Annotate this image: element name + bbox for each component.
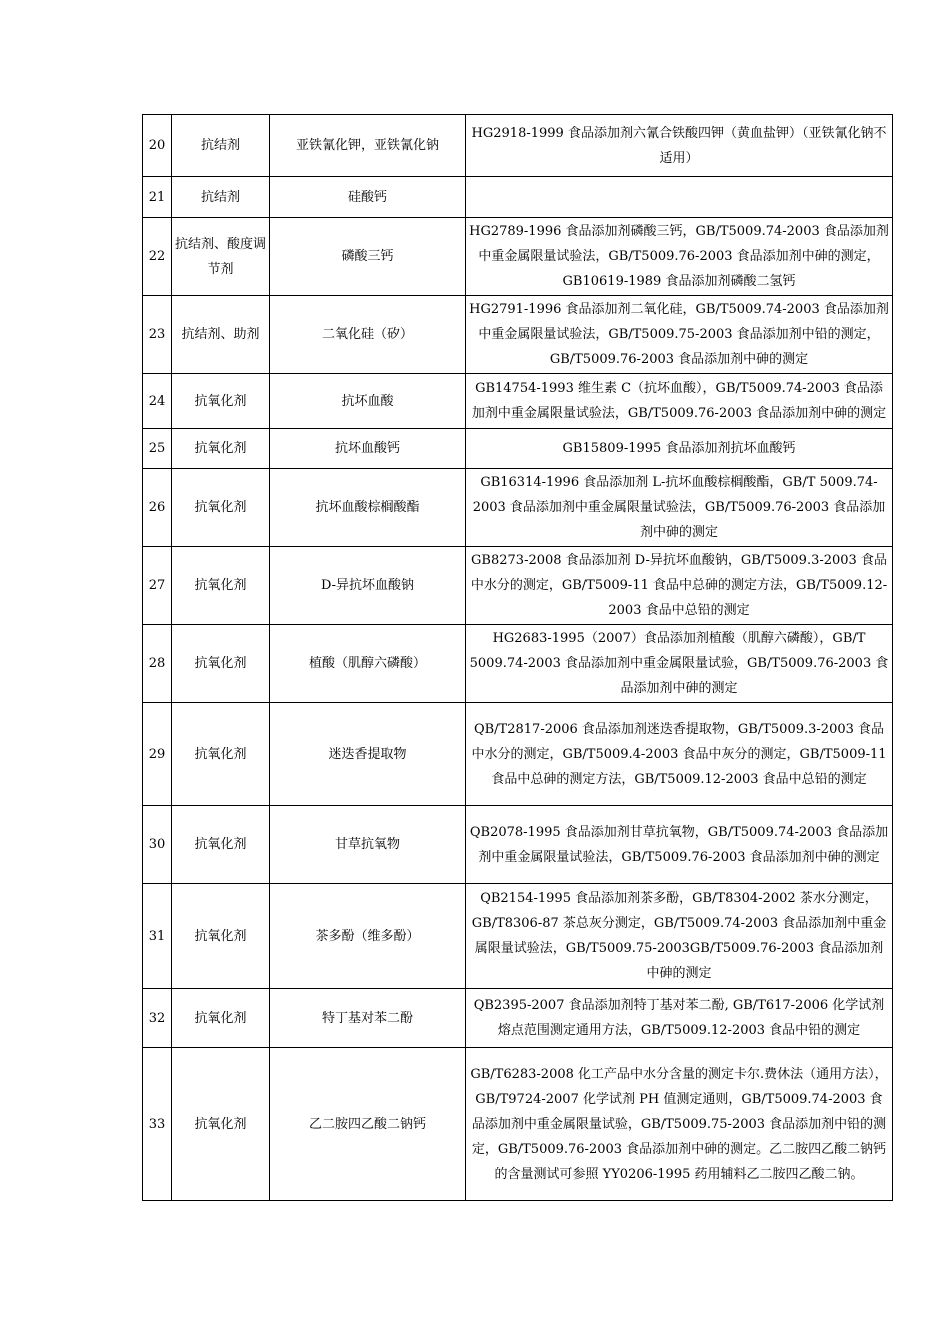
row-number: 24 — [143, 374, 172, 429]
additive-name: 抗坏血酸棕榈酸酯 — [270, 469, 466, 547]
additive-name: 亚铁氰化钾，亚铁氰化钠 — [270, 115, 466, 177]
additive-name: 特丁基对苯二酚 — [270, 989, 466, 1048]
additive-name: 二氧化硅（矽） — [270, 296, 466, 374]
table-row — [143, 547, 893, 625]
additive-category: 抗氧化剂 — [172, 625, 270, 703]
additive-name: 抗坏血酸 — [270, 374, 466, 429]
standard-reference: GB16314-1996 食品添加剂 L-抗坏血酸棕榈酸酯，GB/T 5009.74-2003 食品添加剂中重金属限量试验法，GB/T5009.76-2003 食品添加剂中砷的测定 — [466, 469, 893, 547]
additive-category: 抗氧化剂 — [172, 429, 270, 469]
additive-category: 抗氧化剂 — [172, 884, 270, 989]
table-row — [143, 296, 893, 374]
row-number: 25 — [143, 429, 172, 469]
standard-reference: QB2154-1995 食品添加剂茶多酚，GB/T8304-2002 茶水分测定，GB/T8306-87 茶总灰分测定，GB/T5009.74-2003 食品添加剂中重金属限量试验法，GB/T5009.75-2003GB/T5009.76-2003 食品添加剂中砷的测定 — [466, 884, 893, 989]
table-row — [143, 429, 893, 469]
additive-name: 硅酸钙 — [270, 177, 466, 218]
additive-name: 植酸（肌醇六磷酸） — [270, 625, 466, 703]
standard-reference: HG2791-1996 食品添加剂二氧化硅，GB/T5009.74-2003 食品添加剂中重金属限量试验法，GB/T5009.75-2003 食品添加剂中铅的测定，GB/T5009.76-2003 食品添加剂中砷的测定 — [466, 296, 893, 374]
additive-name: 迷迭香提取物 — [270, 703, 466, 806]
table-row — [143, 218, 893, 296]
table-row — [143, 989, 893, 1048]
standard-reference: HG2789-1996 食品添加剂磷酸三钙，GB/T5009.74-2003 食品添加剂中重金属限量试验法，GB/T5009.76-2003 食品添加剂中砷的测定，GB10619-1989 食品添加剂磷酸二氢钙 — [466, 218, 893, 296]
table-row — [143, 374, 893, 429]
standards-table — [142, 114, 893, 1201]
row-number: 21 — [143, 177, 172, 218]
table-row — [143, 115, 893, 177]
additive-name: 乙二胺四乙酸二钠钙 — [270, 1048, 466, 1201]
additive-name: 磷酸三钙 — [270, 218, 466, 296]
table-row — [143, 884, 893, 989]
additive-category: 抗氧化剂 — [172, 806, 270, 884]
table-row — [143, 1048, 893, 1201]
standard-reference: GB/T6283-2008 化工产品中水分含量的测定卡尔.费休法（通用方法），GB/T9724-2007 化学试剂 PH 值测定通则，GB/T5009.74-2003 食品添加剂中重金属限量试验，GB/T5009.75-2003 食品添加剂中铅的测定，GB/T5009.76-2003 食品添加剂中砷的测定。乙二胺四乙酸二钠钙的含量测试可参照 YY0206-1995 药用辅料乙二胺四乙酸二钠。 — [466, 1048, 893, 1201]
additive-category: 抗氧化剂 — [172, 1048, 270, 1201]
additive-category: 抗结剂、酸度调节剂 — [172, 218, 270, 296]
standard-reference: QB2078-1995 食品添加剂甘草抗氧物，GB/T5009.74-2003 食品添加剂中重金属限量试验法，GB/T5009.76-2003 食品添加剂中砷的测定 — [466, 806, 893, 884]
additive-name: 甘草抗氧物 — [270, 806, 466, 884]
additive-category: 抗结剂 — [172, 115, 270, 177]
row-number: 32 — [143, 989, 172, 1048]
standard-reference: GB15809-1995 食品添加剂抗坏血酸钙 — [466, 429, 893, 469]
table-row — [143, 177, 893, 218]
row-number: 26 — [143, 469, 172, 547]
standard-reference: HG2683-1995（2007）食品添加剂植酸（肌醇六磷酸），GB/T 5009.74-2003 食品添加剂中重金属限量试验，GB/T5009.76-2003 食品添加剂中砷的测定 — [466, 625, 893, 703]
row-number: 20 — [143, 115, 172, 177]
additive-category: 抗结剂、助剂 — [172, 296, 270, 374]
row-number: 23 — [143, 296, 172, 374]
standard-reference: HG2918-1999 食品添加剂六氰合铁酸四钾（黄血盐钾）（亚铁氰化钠不适用） — [466, 115, 893, 177]
additive-category: 抗结剂 — [172, 177, 270, 218]
row-number: 28 — [143, 625, 172, 703]
additive-name: D-异抗坏血酸钠 — [270, 547, 466, 625]
row-number: 22 — [143, 218, 172, 296]
standard-reference: QB/T2817-2006 食品添加剂迷迭香提取物，GB/T5009.3-2003 食品中水分的测定，GB/T5009.4-2003 食品中灰分的测定，GB/T5009-11 食品中总砷的测定方法，GB/T5009.12-2003 食品中总铅的测定 — [466, 703, 893, 806]
standard-reference: GB14754-1993 维生素 C（抗坏血酸），GB/T5009.74-2003 食品添加剂中重金属限量试验法，GB/T5009.76-2003 食品添加剂中砷的测定 — [466, 374, 893, 429]
additive-category: 抗氧化剂 — [172, 374, 270, 429]
additive-category: 抗氧化剂 — [172, 547, 270, 625]
additive-category: 抗氧化剂 — [172, 989, 270, 1048]
row-number: 27 — [143, 547, 172, 625]
row-number: 29 — [143, 703, 172, 806]
standard-reference: QB2395-2007 食品添加剂特丁基对苯二酚, GB/T617-2006 化学试剂熔点范围测定通用方法，GB/T5009.12-2003 食品中铅的测定 — [466, 989, 893, 1048]
row-number: 31 — [143, 884, 172, 989]
row-number: 30 — [143, 806, 172, 884]
table-row — [143, 703, 893, 806]
table-row — [143, 806, 893, 884]
additive-category: 抗氧化剂 — [172, 469, 270, 547]
row-number: 33 — [143, 1048, 172, 1201]
additive-name: 抗坏血酸钙 — [270, 429, 466, 469]
additive-name: 茶多酚（维多酚） — [270, 884, 466, 989]
standards-table-body — [143, 115, 893, 1201]
table-row — [143, 469, 893, 547]
standard-reference — [466, 177, 893, 218]
additive-category: 抗氧化剂 — [172, 703, 270, 806]
table-row — [143, 625, 893, 703]
standard-reference: GB8273-2008 食品添加剂 D-异抗坏血酸钠，GB/T5009.3-2003 食品中水分的测定，GB/T5009-11 食品中总砷的测定方法，GB/T5009.12-2003 食品中总铅的测定 — [466, 547, 893, 625]
